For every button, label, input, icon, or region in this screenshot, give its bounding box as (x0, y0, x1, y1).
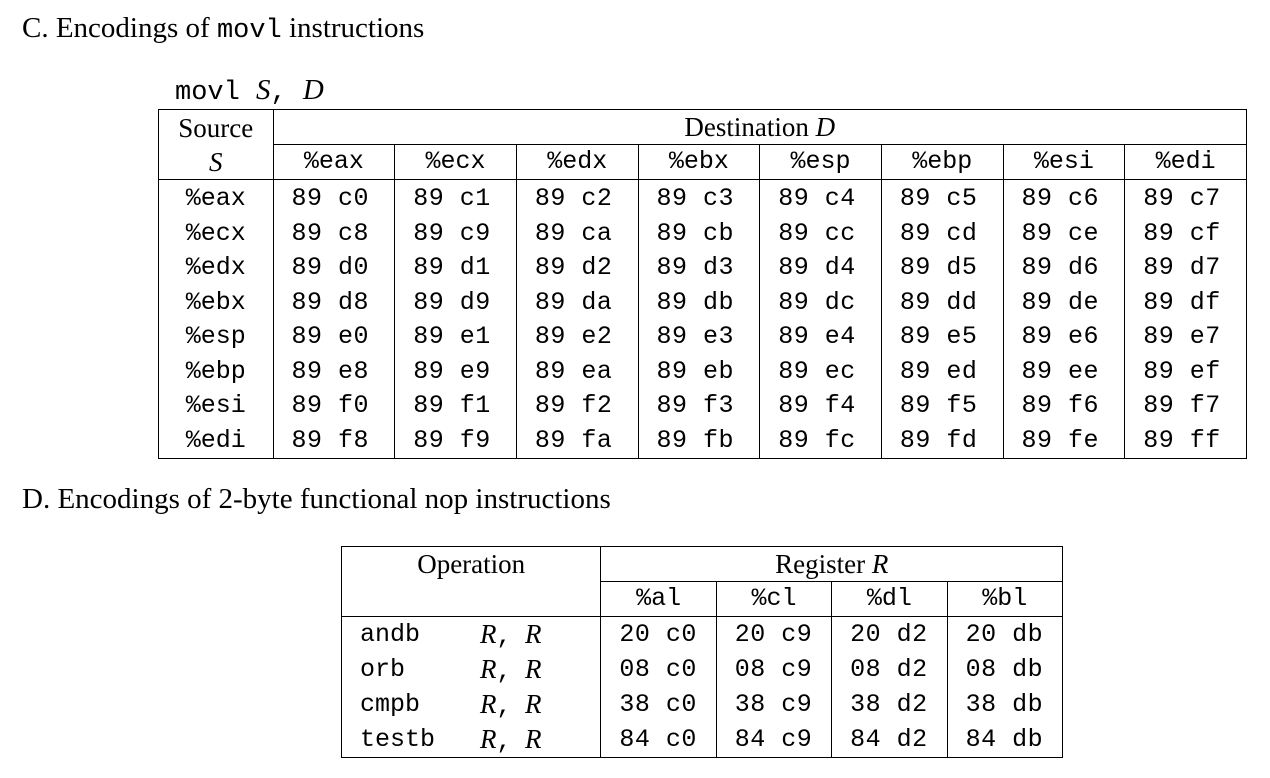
encoding-cell: 38 d2 (832, 687, 947, 722)
encoding-cell: 89 f5 (881, 389, 1003, 424)
source-header-var: S (209, 146, 223, 177)
dest-column-header: %edx (516, 145, 638, 180)
section-c-heading-code: movl (216, 16, 282, 46)
encoding-cell: 89 f9 (395, 424, 517, 459)
encoding-cell: 20 c9 (716, 617, 831, 653)
table-row (342, 652, 1063, 687)
encoding-cell: 89 cc (760, 217, 882, 252)
dest-column-header: %esi (1003, 145, 1125, 180)
table-row (159, 286, 1247, 321)
encoding-cell: 89 c4 (760, 180, 882, 217)
encoding-cell: 89 f2 (516, 389, 638, 424)
encoding-cell: 89 cb (638, 217, 760, 252)
operation-header-blank (342, 582, 601, 617)
register-header-label: Register (775, 549, 872, 579)
encoding-cell: 89 de (1003, 286, 1125, 321)
table-row (342, 722, 1063, 758)
operation-arg: R (525, 653, 542, 684)
encoding-cell: 89 e3 (638, 320, 760, 355)
operation-arg: R (480, 653, 497, 684)
dest-column-header: %edi (1125, 145, 1247, 180)
encoding-cell: 89 d8 (273, 286, 395, 321)
encoding-cell: 89 e2 (516, 320, 638, 355)
encoding-cell: 38 c0 (601, 687, 716, 722)
encoding-cell: 89 cd (881, 217, 1003, 252)
dest-column-header: %ecx (395, 145, 517, 180)
encoding-cell: 89 ef (1125, 355, 1247, 390)
section-c-heading-prefix: C. Encodings of (22, 12, 217, 44)
encoding-cell: 89 ea (516, 355, 638, 390)
encoding-cell: 89 f8 (273, 424, 395, 459)
encoding-cell: 89 f1 (395, 389, 517, 424)
operation-name: cmpb (360, 690, 421, 719)
dest-column-header: %eax (273, 145, 395, 180)
operation-args (464, 652, 601, 687)
operation-header: Operation (342, 547, 601, 582)
encoding-cell: 89 da (516, 286, 638, 321)
encoding-cell: 89 d4 (760, 251, 882, 286)
destination-header (273, 110, 1246, 145)
operation-arg: R (525, 723, 542, 754)
encoding-cell: 89 ed (881, 355, 1003, 390)
operation-arg: R (480, 723, 497, 754)
source-row-label: %ebx (159, 286, 274, 321)
encoding-cell: 89 d6 (1003, 251, 1125, 286)
encoding-cell: 89 d2 (516, 251, 638, 286)
encoding-cell: 89 e8 (273, 355, 395, 390)
table-row (159, 320, 1247, 355)
encoding-cell: 89 c5 (881, 180, 1003, 217)
table-row (159, 424, 1247, 459)
table-row (159, 355, 1247, 390)
section-d-heading: D. Encodings of 2-byte functional nop instructions (22, 483, 611, 515)
register-header (601, 547, 1063, 582)
encoding-cell: 89 cf (1125, 217, 1247, 252)
register-column-header: %dl (832, 582, 947, 617)
operation-name: orb (360, 655, 406, 684)
operation-arg-comma: , (496, 621, 512, 651)
operation-arg-comma: , (496, 656, 512, 686)
encoding-cell: 89 fe (1003, 424, 1125, 459)
encoding-cell: 89 ee (1003, 355, 1125, 390)
source-header-label: Source (178, 112, 254, 143)
register-header-var: R (871, 549, 889, 579)
encoding-cell: 89 f3 (638, 389, 760, 424)
encoding-cell: 89 d7 (1125, 251, 1247, 286)
encoding-cell: 89 c2 (516, 180, 638, 217)
encoding-cell: 89 e7 (1125, 320, 1247, 355)
table-row (159, 251, 1247, 286)
encoding-cell: 89 ca (516, 217, 638, 252)
encoding-cell: 20 c0 (601, 617, 716, 653)
operation-arg: R (480, 688, 497, 719)
encoding-cell: 08 d2 (832, 652, 947, 687)
encoding-cell: 08 db (947, 652, 1062, 687)
operation-arg: R (525, 618, 542, 649)
source-row-label: %esi (159, 389, 274, 424)
encoding-cell: 89 d5 (881, 251, 1003, 286)
register-column-header: %al (601, 582, 716, 617)
encoding-cell: 89 fd (881, 424, 1003, 459)
encoding-cell: 89 c8 (273, 217, 395, 252)
encoding-cell: 20 db (947, 617, 1062, 653)
table-row (342, 617, 1063, 653)
destination-header-var: D (815, 112, 836, 142)
encoding-cell: 89 d9 (395, 286, 517, 321)
source-row-label: %esp (159, 320, 274, 355)
nop-encodings-table (341, 546, 1063, 758)
table-row (159, 217, 1247, 252)
encoding-cell: 84 c0 (601, 722, 716, 758)
caption-code: movl (175, 78, 257, 108)
operation-args (464, 687, 601, 722)
operation-arg: R (525, 688, 542, 719)
encoding-cell: 89 fc (760, 424, 882, 459)
operation-arg: R (480, 618, 497, 649)
encoding-cell: 20 d2 (832, 617, 947, 653)
encoding-cell: 89 c7 (1125, 180, 1247, 217)
register-column-header: %bl (947, 582, 1062, 617)
register-column-header: %cl (716, 582, 831, 617)
encoding-cell: 89 df (1125, 286, 1247, 321)
encoding-cell: 89 c9 (395, 217, 517, 252)
encoding-cell: 89 dd (881, 286, 1003, 321)
caption-dest-var: D (302, 74, 324, 106)
encoding-cell: 89 e5 (881, 320, 1003, 355)
destination-header-label: Destination (684, 112, 816, 142)
encoding-cell: 89 f6 (1003, 389, 1125, 424)
operation-name: andb (360, 620, 421, 649)
encoding-cell: 89 ce (1003, 217, 1125, 252)
dest-column-header: %ebp (881, 145, 1003, 180)
encoding-cell: 89 e0 (273, 320, 395, 355)
encoding-cell: 89 f0 (273, 389, 395, 424)
encoding-cell: 89 dc (760, 286, 882, 321)
encoding-cell: 38 c9 (716, 687, 831, 722)
encoding-cell: 89 e6 (1003, 320, 1125, 355)
encoding-cell: 89 f4 (760, 389, 882, 424)
section-c-heading (22, 11, 424, 48)
encoding-cell: 84 d2 (832, 722, 947, 758)
operation-arg-comma: , (496, 691, 512, 721)
table-row (159, 389, 1247, 424)
encoding-cell: 89 e9 (395, 355, 517, 390)
encoding-cell: 89 ec (760, 355, 882, 390)
encoding-cell: 89 e4 (760, 320, 882, 355)
encoding-cell: 89 c6 (1003, 180, 1125, 217)
movl-table-caption (175, 73, 324, 110)
encoding-cell: 38 db (947, 687, 1062, 722)
operation-args (464, 722, 601, 758)
operation-args (464, 617, 601, 653)
encoding-cell: 84 db (947, 722, 1062, 758)
movl-encodings-table (158, 109, 1247, 459)
source-row-label: %edx (159, 251, 274, 286)
table-row (159, 180, 1247, 217)
caption-source-var: S (256, 74, 271, 106)
encoding-cell: 89 fb (638, 424, 760, 459)
encoding-cell: 89 fa (516, 424, 638, 459)
encoding-cell: 89 eb (638, 355, 760, 390)
encoding-cell: 89 ff (1125, 424, 1247, 459)
source-row-label: %edi (159, 424, 274, 459)
encoding-cell: 84 c9 (716, 722, 831, 758)
encoding-cell: 89 e1 (395, 320, 517, 355)
source-row-label: %ecx (159, 217, 274, 252)
source-row-label: %eax (159, 180, 274, 217)
operation-arg-comma: , (496, 726, 512, 756)
dest-column-header: %ebx (638, 145, 760, 180)
encoding-cell: 89 d1 (395, 251, 517, 286)
encoding-cell: 89 db (638, 286, 760, 321)
operation-name: testb (360, 725, 436, 754)
encoding-cell: 89 c3 (638, 180, 760, 217)
source-header (159, 110, 274, 180)
dest-column-header: %esp (760, 145, 882, 180)
encoding-cell: 08 c0 (601, 652, 716, 687)
caption-comma: , (270, 78, 303, 108)
source-row-label: %ebp (159, 355, 274, 390)
encoding-cell: 89 f7 (1125, 389, 1247, 424)
encoding-cell: 89 d0 (273, 251, 395, 286)
encoding-cell: 89 c0 (273, 180, 395, 217)
table-row (342, 687, 1063, 722)
encoding-cell: 08 c9 (716, 652, 831, 687)
section-c-heading-suffix: instructions (281, 12, 425, 44)
encoding-cell: 89 c1 (395, 180, 517, 217)
encoding-cell: 89 d3 (638, 251, 760, 286)
